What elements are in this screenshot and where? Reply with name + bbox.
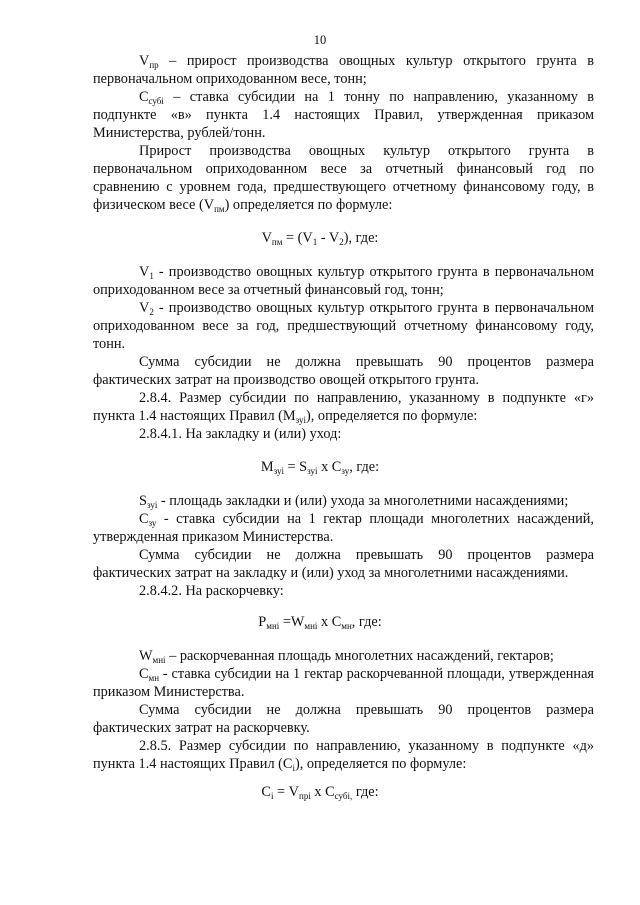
heading-2-8-4-2: 2.8.4.2. На раскорчевку: <box>139 583 284 599</box>
definition-v1: $V_1$ - производство овощных культур открытого грунта в первоначальном оприходованном весе за отчетный финансовый год, тонн; <box>93 264 594 298</box>
definition-w-mn: $W_{мні}$ – раскорчеванная площадь многолетних насаждений, гектаров; <box>139 648 554 665</box>
paragraph-growth-formula-intro: Прирост производства овощных культур открытого грунта в первоначальном оприходованном весе за отчетный финансовый год по сравнению с уровнем года, предшествующего отчетному финансовому году, в физическом весе $(V_{пм})$ определяется по формуле: <box>93 143 594 214</box>
definition-c-mn: $С_{мн}$ - ставка субсидии на 1 гектар раскорчеванной площади, утвержденная приказом Министерства. <box>93 666 594 700</box>
paragraph-subsidy-limit-uprooting: Сумма субсидии не должна превышать 90 процентов размера фактических затрат на раскорчевку. <box>93 702 594 736</box>
paragraph-subsidy-limit-vegetables: Сумма субсидии не должна превышать 90 процентов размера фактических затрат на производство овощей открытого грунта. <box>93 354 594 388</box>
heading-2-8-4-1: 2.8.4.1. На закладку и (или) уход: <box>139 426 342 442</box>
formula-p-mn: $Р_{мні} =W_{мні}$ х $С_{мн}$, где: <box>258 614 382 631</box>
definition-v-pr: $V_{пр}$ – прирост производства овощных культур открытого грунта в первоначальном оприходованном весе, тонн; <box>93 53 594 87</box>
paragraph-2-8-5: 2.8.5. Размер субсидии по направлению, указанному в подпункте «д» пункта 1.4 настоящих Правил $(С_і)$, определяется по формуле: <box>93 738 594 773</box>
formula-v-pm: $V_{пм} = (V_1 - V_2)$, где: <box>261 230 379 247</box>
paragraph-2-8-4: 2.8.4. Размер субсидии по направлению, указанному в подпункте «г» пункта 1.4 настоящих Правил $(М_{зуі})$, определяется по формуле: <box>93 390 594 425</box>
formula-c-i: $С_і = V_{прі}$ х $С_{субі,}$ где: <box>261 784 379 801</box>
formula-m-zu: $М_{зуі} = S_{зуі}$ х $С_{зу}$, где: <box>260 459 380 476</box>
page-number: 10 <box>313 33 327 47</box>
definition-c-sub: $С_{субі}$ – ставка субсидии на 1 тонну по направлению, указанному в подпункте «в» пункта 1.4 настоящих Правил, утвержденная приказом Министерства, рублей/тонн. <box>93 89 594 141</box>
definition-c-zu: $С_{зу}$ - ставка субсидии на 1 гектар площади многолетних насаждений, утвержденная приказом Министерства. <box>93 511 594 545</box>
definition-v2: $V_2$ - производство овощных культур открытого грунта в первоначальном оприходованном весе за год, предшествующий отчетному финансовому году, тонн. <box>93 300 594 352</box>
definition-s-zu: $S_{зуі}$ - площадь закладки и (или) ухода за многолетними насаждениями; <box>139 493 569 510</box>
paragraph-subsidy-limit-plantings: Сумма субсидии не должна превышать 90 процентов размера фактических затрат на закладку и (или) уход за многолетними насаждениями. <box>93 547 594 581</box>
